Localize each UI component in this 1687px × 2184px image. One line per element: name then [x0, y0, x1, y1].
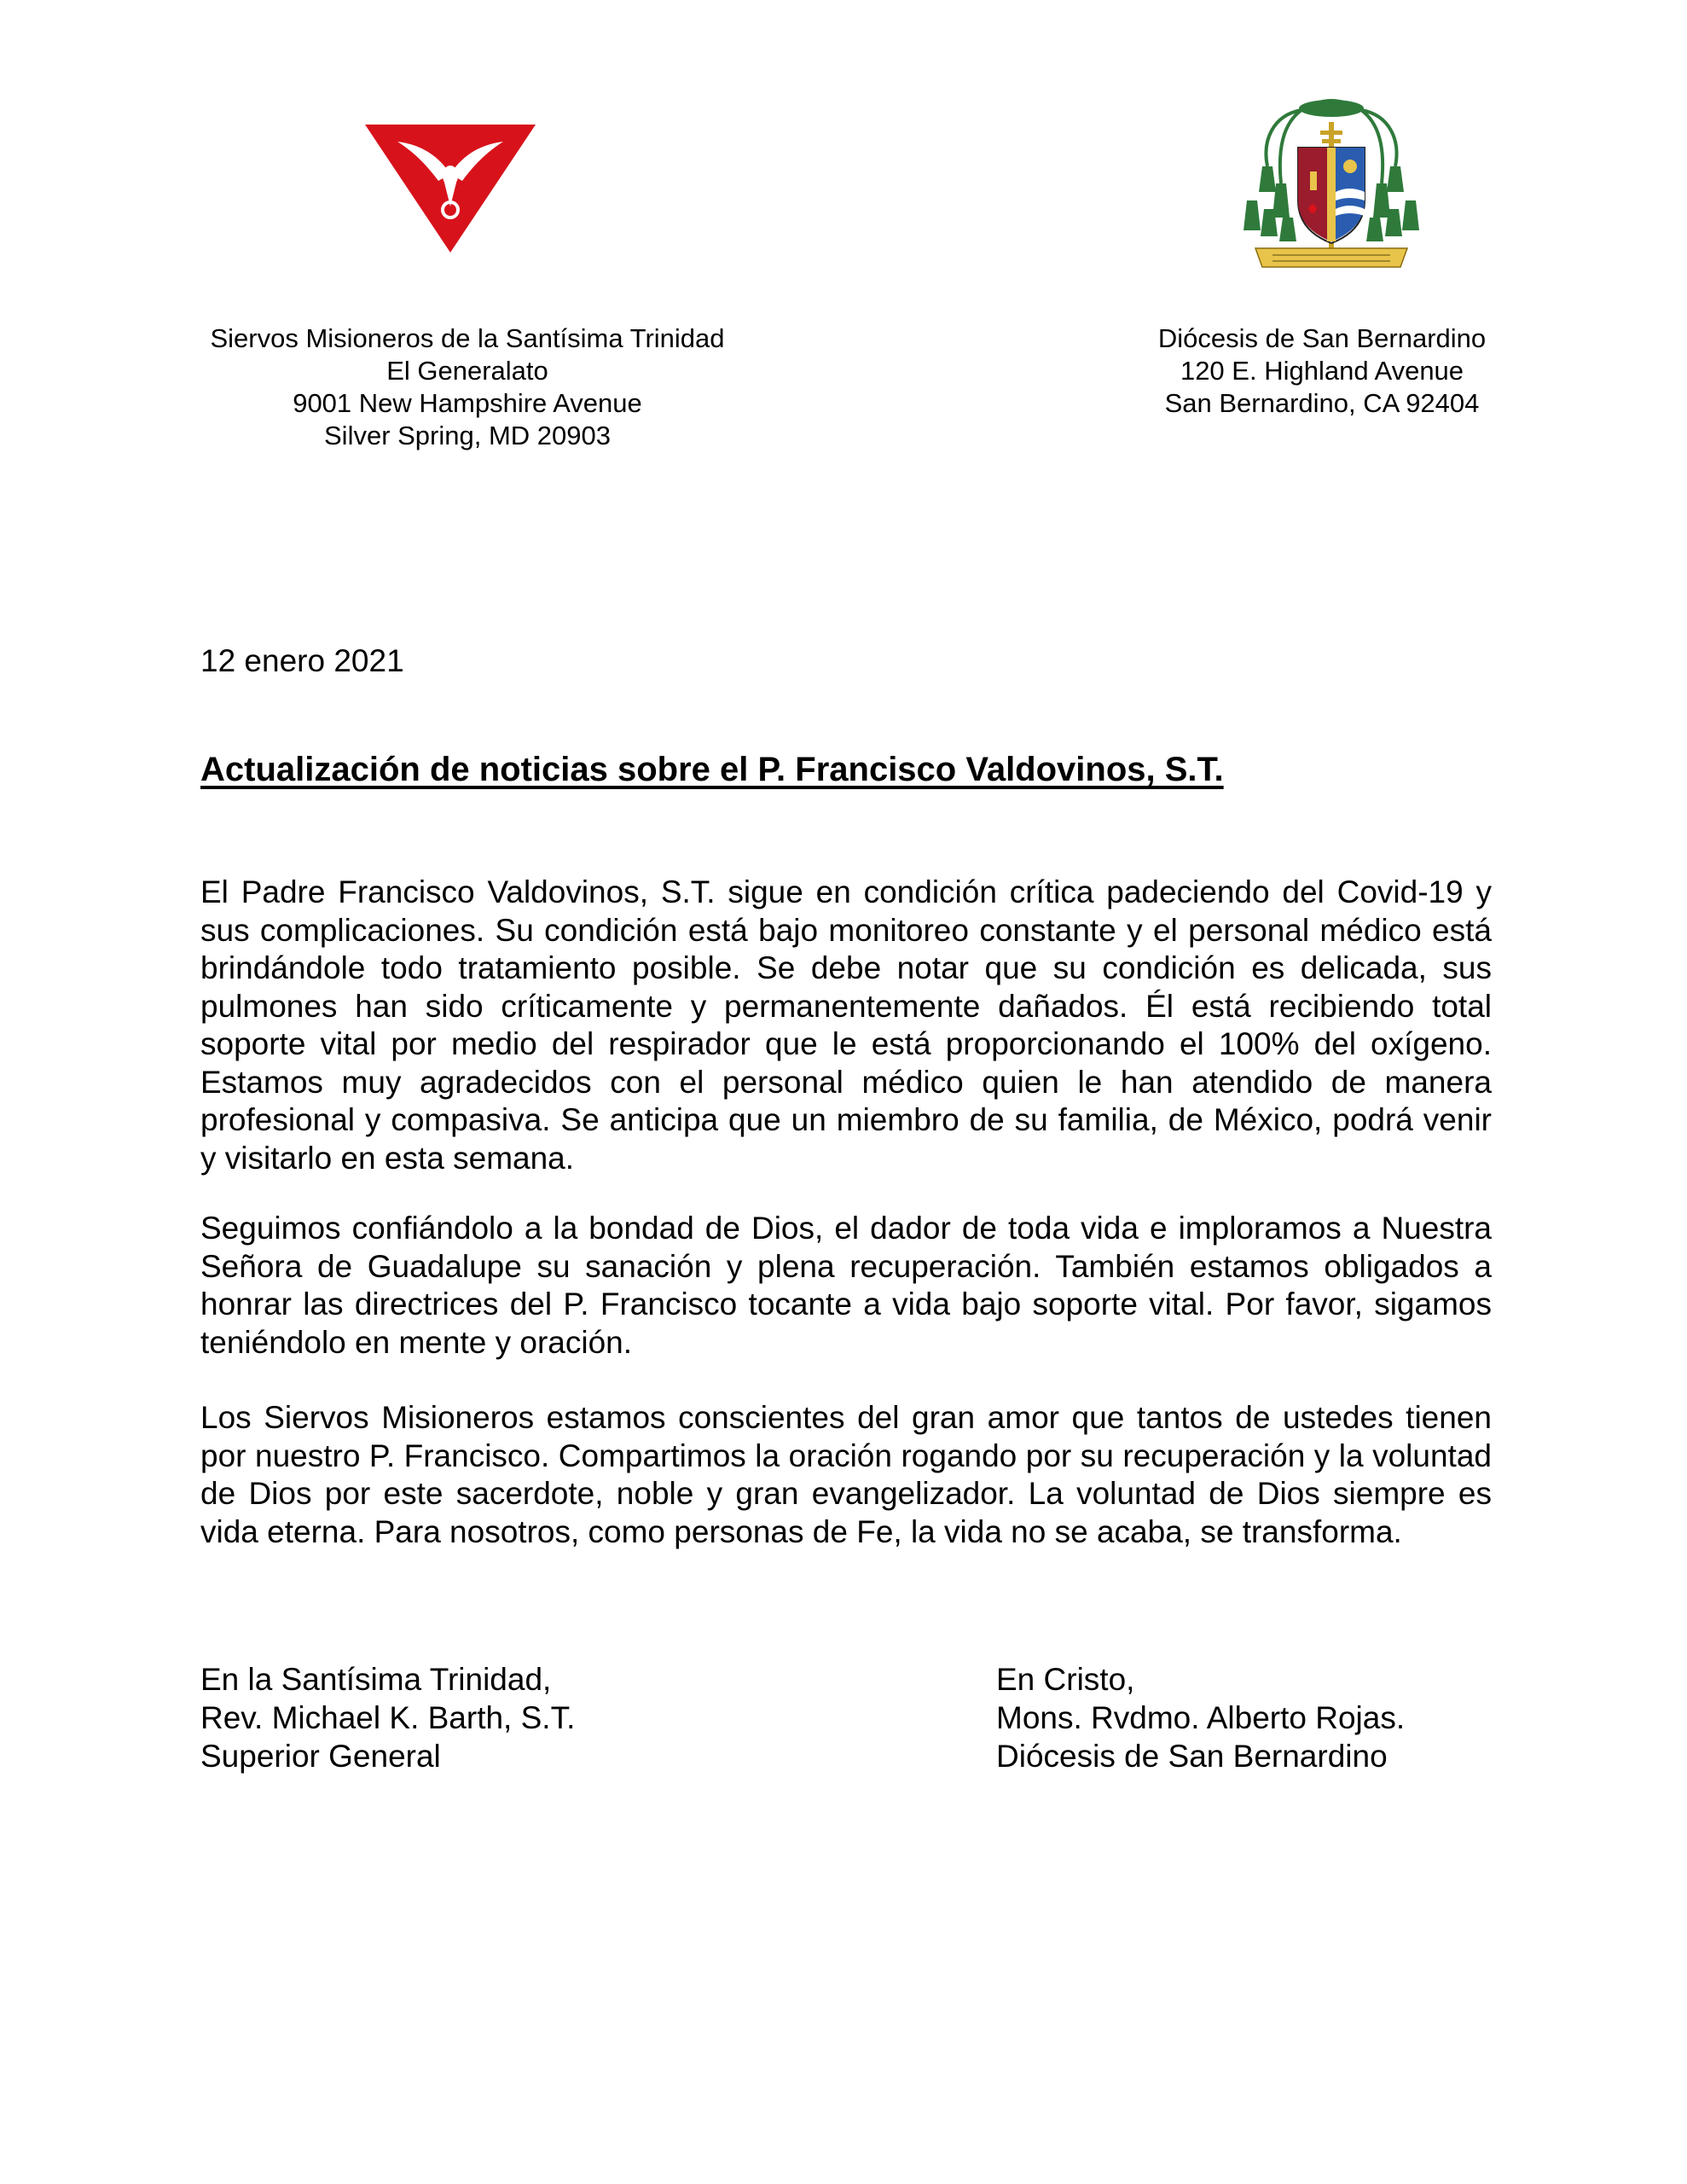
body-paragraph: Los Siervos Misioneros estamos conscientes del gran amor que tantos de ustedes tienen por nuestro P. Francisco. Compartimos la oración rogando por su recuperación y la voluntad de Dios por este sacerdote, noble y gran evangelizador. La voluntad de Dios siempre es vida eterna. Para nosotros, como personas de Fe, la vida no se acaba, se transforma. [200, 1400, 1492, 1549]
signature-closing: En la Santísima Trinidad, [200, 1662, 552, 1697]
signature-closing: En Cristo, [996, 1662, 1135, 1697]
sender-address-left [186, 322, 749, 452]
address-line: Diócesis de San Bernardino [1157, 323, 1487, 353]
trinity-dove-logo-icon [365, 125, 536, 253]
signature-role: Superior General [200, 1739, 441, 1774]
address-line: Silver Spring, MD 20903 [324, 421, 611, 450]
signature-block-left [200, 1660, 575, 1775]
body-paragraph: Seguimos confiándolo a la bondad de Dios, el dador de toda vida e imploramos a Nuestra Señora de Guadalupe su sanación y plena recuperación. También estamos obligados a honrar las directrices del P. Francisco tocante a vida bajo soporte vital. Por favor, sigamos teniéndolo en mente y oración. [200, 1211, 1492, 1360]
address-line: San Bernardino, CA 92404 [1164, 388, 1480, 418]
signature-name: Rev. Michael K. Barth, S.T. [200, 1700, 576, 1735]
address-line: 120 E. Highland Avenue [1180, 356, 1464, 386]
address-line: 9001 New Hampshire Avenue [293, 388, 642, 418]
address-line: Siervos Misioneros de la Santísima Trinidad [210, 323, 725, 353]
signature-name: Mons. Rvdmo. Alberto Rojas. [996, 1700, 1406, 1735]
sender-address-right [1124, 322, 1520, 420]
body-paragraph: El Padre Francisco Valdovinos, S.T. sigue en condición crítica padeciendo del Covid-19 y sus complicaciones. Su condición está bajo monitoreo constante y el personal médico está brindándole todo tratamiento posible. Se debe notar que su condición es delicada, sus pulmones han sido críticamente y permanentemente dañados. Él está recibiendo total soporte vital por medio del respirador que le está proporcionando el 100% del oxígeno. Estamos muy agradecidos con el personal médico quien le han atendido de manera profesional y compasiva. Se anticipa que un miembro de su familia, de México, podrá venir y visitarlo en esta semana. [200, 874, 1492, 1176]
coat-of-arms-icon [1238, 90, 1424, 284]
letter-date: 12 enero 2021 [200, 643, 404, 678]
signature-block-right [996, 1660, 1405, 1775]
signature-role: Diócesis de San Bernardino [996, 1739, 1388, 1774]
letter-title: Actualización de noticias sobre el P. Francisco Valdovinos, S.T. [200, 751, 1224, 788]
address-line: El Generalato [386, 356, 548, 386]
